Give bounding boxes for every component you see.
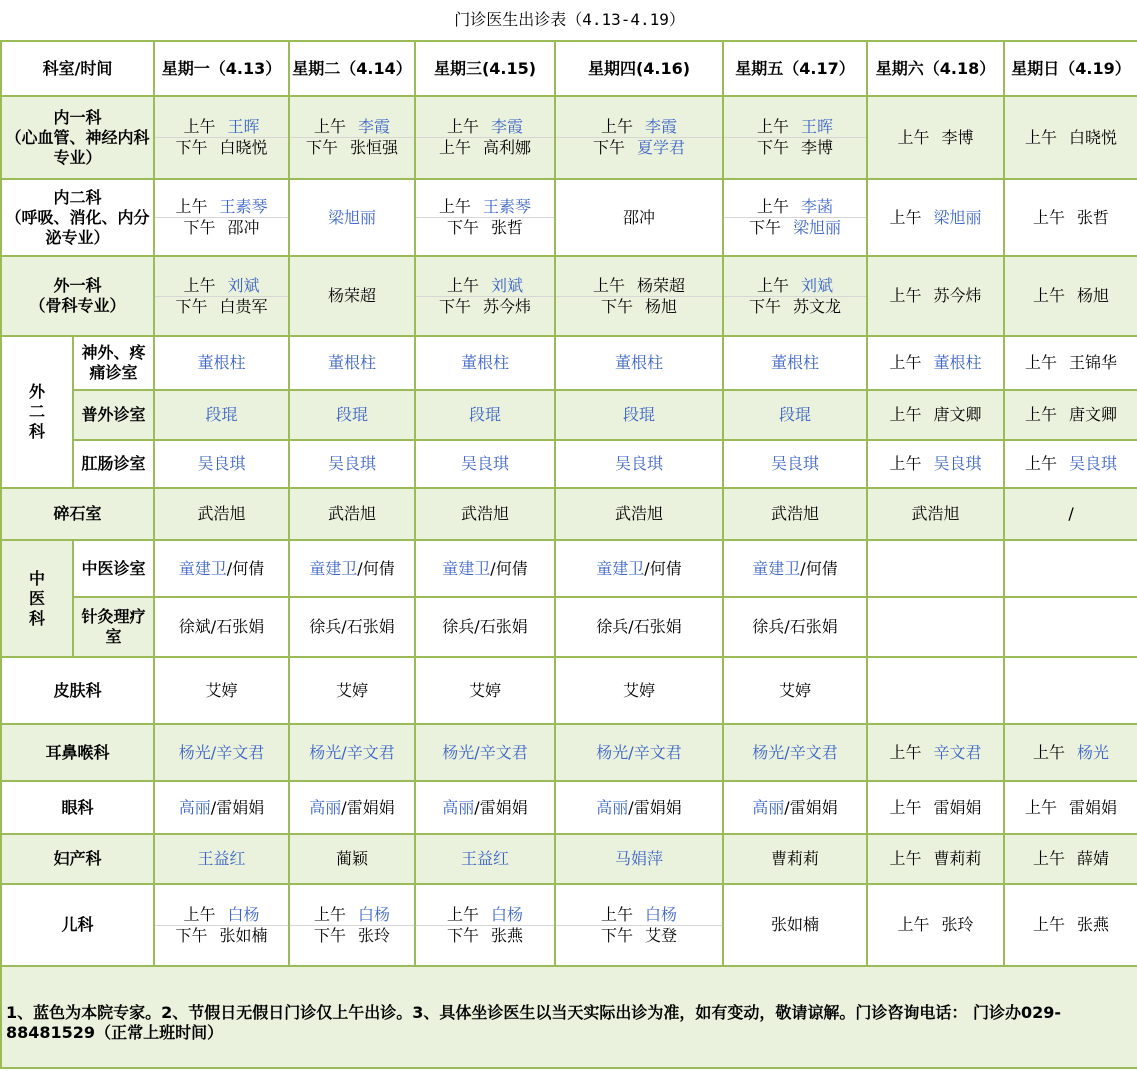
doctor-name: 刘斌 [801, 275, 834, 295]
doctor-name: 杨荣超 [327, 286, 376, 305]
dept-erbihou: 耳鼻喉科 [1, 724, 154, 781]
doctor-name: /何倩 [490, 558, 528, 578]
doctor-name: 徐兵/石张娟 [442, 617, 528, 636]
doctor-name: 白晓悦 [219, 138, 268, 157]
doctor-name: 艾婷 [205, 680, 238, 700]
empty-cell [1004, 657, 1137, 724]
doctor-name: 武浩旭 [327, 504, 376, 523]
doctor-name: /何倩 [226, 558, 265, 578]
empty-cell [1004, 540, 1137, 597]
row-wai2-gangchang: 肛肠诊室 吴良琪 吴良琪 吴良琪 吴良琪 吴良琪 上午 吴良琪 上午 吴良琪 [1, 440, 1137, 488]
doctor-name: 白杨 [358, 904, 391, 924]
doctor-name: 童建卫 [442, 558, 491, 578]
doctor-name: 王益红 [197, 849, 246, 868]
doctor-name: 董根柱 [327, 353, 376, 372]
doctor-name: 邵冲 [622, 207, 655, 227]
doctor-name: 杨光 [178, 742, 211, 762]
doctor-name: 白杨 [227, 904, 260, 924]
doctor-name: 童建卫 [178, 558, 227, 578]
doctor-name: 吴良琪 [327, 454, 376, 473]
subdept-puwai: 普外诊室 [73, 390, 154, 440]
doctor-name: 徐兵/石张娟 [752, 617, 838, 636]
doctor-name: 辛文君 [933, 742, 982, 762]
doctor-name: 杨光 [596, 742, 629, 762]
doctor-name: 高丽 [178, 797, 211, 817]
dept-er: 儿科 [1, 884, 154, 966]
doctor-name: 苏今炜 [483, 296, 532, 316]
row-zhongyi-zhenjiu [1, 597, 1137, 657]
doctor-name: 雷娟娟 [1069, 797, 1118, 817]
dept-label: 外二科 [28, 382, 45, 441]
subdept-gangchang: 肛肠诊室 [73, 440, 154, 488]
doctor-name: 段琨 [778, 405, 811, 424]
doctor-name: 王晖 [227, 117, 260, 136]
doctor-name: 董根柱 [933, 353, 982, 372]
dept-zhongyi [1, 540, 73, 657]
doctor-name: 段琨 [335, 405, 368, 424]
doctor-name: /雷娟娟 [341, 797, 395, 817]
doctor-name: /雷娟娟 [210, 797, 265, 817]
dept-wai2 [1, 336, 73, 488]
doctor-name: /辛文君 [341, 742, 395, 762]
header-fri: 星期五（4.17） [723, 41, 867, 96]
doctor-name: 艾登 [645, 925, 678, 945]
doctor-name: 艾婷 [622, 680, 655, 700]
row-nei2: 内二科 （呼吸、消化、内分泌专业） 上午 王素琴 下午 邵冲 梁旭丽 上午 王素琴 下午 张哲 邵冲 上午 李菡 下午 梁旭丽 上午 梁旭丽 上午 张哲 [1, 179, 1137, 256]
doctor-name: 张哲 [1077, 207, 1110, 227]
subdept-zhenjiu: 针灸理疗室 [73, 597, 154, 657]
footnote: 1、蓝色为本院专家。2、节假日无假日门诊仅上午出诊。3、具体坐诊医生以当天实际出诊为准，如有变动，敬请谅解。门诊咨询电话： 门诊办029-88481529（正常上班时间） [1, 966, 1137, 1068]
dept-nei1 [1, 96, 154, 179]
doctor-name: 刘斌 [227, 275, 260, 295]
row-wai2-shenwai: 外二科 神外、疼痛诊室 董根柱 董根柱 董根柱 董根柱 董根柱 上午 董根柱 上午 王锦华 [1, 336, 1137, 390]
doctor-name: /何倩 [644, 558, 682, 578]
dept-nei2 [1, 179, 154, 256]
doctor-name: 高丽 [752, 797, 785, 817]
doctor-name: 杨光 [442, 742, 475, 762]
doctor-name: 唐文卿 [933, 405, 982, 424]
row-er: 儿科 上午 白杨 下午 张如楠 上午 白杨 下午 张玲 上午 白杨 下午 张燕 上午 白杨 下午 艾登 张如楠 上午 张玲 上午 张燕 [1, 884, 1137, 966]
doctor-name: 武浩旭 [770, 504, 819, 523]
doctor-name: 段琨 [622, 405, 655, 424]
header-wed: 星期三(4.15) [415, 41, 555, 96]
dept-fuchan: 妇产科 [1, 834, 154, 884]
doctor-name: 白贵军 [219, 296, 268, 316]
doctor-name: /辛文君 [628, 742, 682, 762]
doctor-name: 艾婷 [468, 680, 501, 700]
doctor-name: 李霞 [358, 117, 391, 136]
dept-label: 中医科 [28, 568, 45, 628]
doctor-name: 王晖 [801, 117, 834, 136]
doctor-name: 张玲 [941, 915, 974, 934]
doctor-name: 董根柱 [770, 353, 819, 372]
doctor-name: 武浩旭 [460, 504, 509, 523]
doctor-name: 徐兵/石张娟 [309, 617, 395, 636]
dept-label: 外一科 （骨科专业） [29, 276, 126, 315]
doctor-name: 童建卫 [596, 558, 645, 578]
doctor-name: 李博 [801, 138, 834, 157]
subdept-shenwai: 神外、疼痛诊室 [73, 336, 154, 390]
doctor-name: 张燕 [1077, 915, 1110, 934]
dept-wai1 [1, 256, 154, 336]
row-zhongyi-zhenshi [1, 540, 1137, 597]
doctor-name: /雷娟娟 [784, 797, 838, 817]
empty-cell [867, 597, 1004, 657]
doctor-name: 童建卫 [752, 558, 801, 578]
row-erbihou: 耳鼻喉科 杨光/辛文君 杨光/辛文君 杨光/辛文君 杨光/辛文君 杨光/辛文君 上午 辛文君 上午 杨光 [1, 724, 1137, 781]
empty-mark: / [1068, 504, 1074, 523]
doctor-name: 杨荣超 [637, 275, 686, 295]
doctor-name: 杨光 [1077, 742, 1110, 762]
doctor-name: 吴良琪 [933, 454, 982, 473]
doctor-name: 曹莉莉 [770, 849, 819, 868]
doctor-name: 艾婷 [778, 680, 811, 700]
doctor-name: 高丽 [442, 797, 475, 817]
doctor-name: 白杨 [645, 904, 678, 924]
dept-suishi: 碎石室 [1, 488, 154, 540]
header-sat: 星期六（4.18） [867, 41, 1004, 96]
doctor-name: 段琨 [205, 405, 238, 424]
dept-pifu: 皮肤科 [1, 657, 154, 724]
doctor-name: 杨旭 [645, 296, 678, 316]
doctor-name: 雷娟娟 [933, 797, 982, 817]
doctor-name: 吴良琪 [770, 454, 819, 473]
doctor-name: 王素琴 [483, 197, 532, 216]
doctor-name: /何倩 [800, 558, 838, 578]
subdept-zhongyi: 中医诊室 [73, 540, 154, 597]
doctor-name: 李博 [941, 127, 974, 147]
doctor-name: 马娟萍 [614, 849, 663, 868]
doctor-name: 邵冲 [227, 218, 260, 237]
empty-cell [867, 657, 1004, 724]
empty-cell [1004, 597, 1137, 657]
doctor-name: /辛文君 [474, 742, 528, 762]
doctor-name: 武浩旭 [614, 504, 663, 523]
doctor-name: 王益红 [460, 849, 509, 868]
doctor-name: 张如楠 [770, 915, 819, 934]
doctor-name: /雷娟娟 [628, 797, 682, 817]
doctor-name: 高丽 [596, 797, 629, 817]
doctor-name: 白杨 [491, 904, 524, 924]
doctor-name: 张恒强 [350, 138, 399, 157]
dept-label: 内一科 （心血管、神经内科专业） [5, 107, 150, 167]
doctor-name: 梁旭丽 [933, 207, 982, 227]
doctor-name: 武浩旭 [197, 504, 246, 523]
doctor-name: 张哲 [491, 218, 524, 237]
doctor-name: 吴良琪 [460, 454, 509, 473]
doctor-name: 蔺颖 [335, 849, 368, 868]
doctor-name: 张玲 [358, 925, 391, 945]
doctor-name: 段琨 [468, 405, 501, 424]
header-sun: 星期日（4.19） [1004, 41, 1137, 96]
doctor-name: 徐斌/石张娟 [178, 617, 265, 636]
row-pifu [1, 657, 1137, 724]
doctor-name: 夏学君 [637, 138, 686, 157]
empty-cell [867, 540, 1004, 597]
doctor-name: 薛婧 [1077, 849, 1110, 868]
doctor-name: 李霞 [491, 117, 524, 136]
doctor-name: 杨旭 [1077, 286, 1110, 305]
doctor-name: /雷娟娟 [474, 797, 528, 817]
row-note [1, 966, 1137, 1068]
doctor-name: 高利娜 [483, 138, 532, 157]
doctor-name: 梁旭丽 [793, 218, 842, 237]
doctor-name: 王素琴 [219, 197, 268, 216]
header-thu: 星期四(4.16) [555, 41, 723, 96]
doctor-name: 刘斌 [491, 275, 524, 295]
row-wai1: 外一科 （骨科专业） 上午 刘斌 下午 白贵军 杨荣超 上午 刘斌 下午 苏今炜 上午 杨荣超 下午 杨旭 上午 刘斌 下午 苏文龙 上午 苏今炜 上午 杨旭 [1, 256, 1137, 336]
doctor-name: /辛文君 [210, 742, 265, 762]
doctor-name: 苏今炜 [933, 286, 982, 305]
doctor-name: 梁旭丽 [327, 207, 376, 227]
doctor-name: 武浩旭 [911, 504, 960, 523]
row-fuchan: 妇产科 王益红 蔺颖 王益红 马娟萍 曹莉莉 上午 曹莉莉 上午 薛婧 [1, 834, 1137, 884]
doctor-name: 吴良琪 [197, 454, 246, 473]
doctor-name: 李菡 [801, 197, 834, 216]
doctor-name: 曹莉莉 [933, 849, 982, 868]
doctor-name: 杨光 [309, 742, 342, 762]
doctor-name: 艾婷 [335, 680, 368, 700]
doctor-name: /辛文君 [784, 742, 838, 762]
doctor-name: 杨光 [752, 742, 785, 762]
doctor-name: 王锦华 [1069, 353, 1118, 372]
doctor-name: 高丽 [309, 797, 342, 817]
page-title: 门诊医生出诊表（4.13-4.19） [1, 0, 1137, 41]
row-wai2-puwai: 普外诊室 段琨 段琨 段琨 段琨 段琨 上午 唐文卿 上午 唐文卿 [1, 390, 1137, 440]
doctor-name: 董根柱 [614, 353, 663, 372]
doctor-name: 白晓悦 [1069, 127, 1118, 147]
doctor-name: /何倩 [357, 558, 395, 578]
header-tue: 星期二（4.14） [289, 41, 415, 96]
doctor-name: 苏文龙 [793, 296, 842, 316]
doctor-name: 吴良琪 [614, 454, 663, 473]
doctor-name: 李霞 [645, 117, 678, 136]
doctor-name: 董根柱 [460, 353, 509, 372]
doctor-name: 董根柱 [197, 353, 246, 372]
doctor-name: 张燕 [491, 925, 524, 945]
row-suishi [1, 488, 1137, 540]
header-mon: 星期一（4.13） [154, 41, 289, 96]
doctor-name: 吴良琪 [1069, 454, 1118, 473]
doctor-name: 张如楠 [219, 925, 268, 945]
doctor-name: 童建卫 [309, 558, 358, 578]
row-nei1: 内一科 （心血管、神经内科专业） 上午 王晖 下午 白晓悦 上午 李霞 下午 张恒强 上午 李霞 上午 高利娜 上午 李霞 下午 夏学君 上午 王晖 下午 李博 上午 李博 上午 白晓悦 [1, 96, 1137, 179]
doctor-name: 唐文卿 [1069, 405, 1118, 424]
header-dept-time: 科室/时间 [1, 41, 154, 96]
dept-label: 内二科 （呼吸、消化、内分泌专业） [5, 187, 150, 247]
dept-yan: 眼科 [1, 781, 154, 834]
row-yan: 眼科 高丽/雷娟娟 高丽/雷娟娟 高丽/雷娟娟 高丽/雷娟娟 高丽/雷娟娟 上午 雷娟娟 上午 雷娟娟 [1, 781, 1137, 834]
doctor-name: 徐兵/石张娟 [596, 617, 682, 636]
